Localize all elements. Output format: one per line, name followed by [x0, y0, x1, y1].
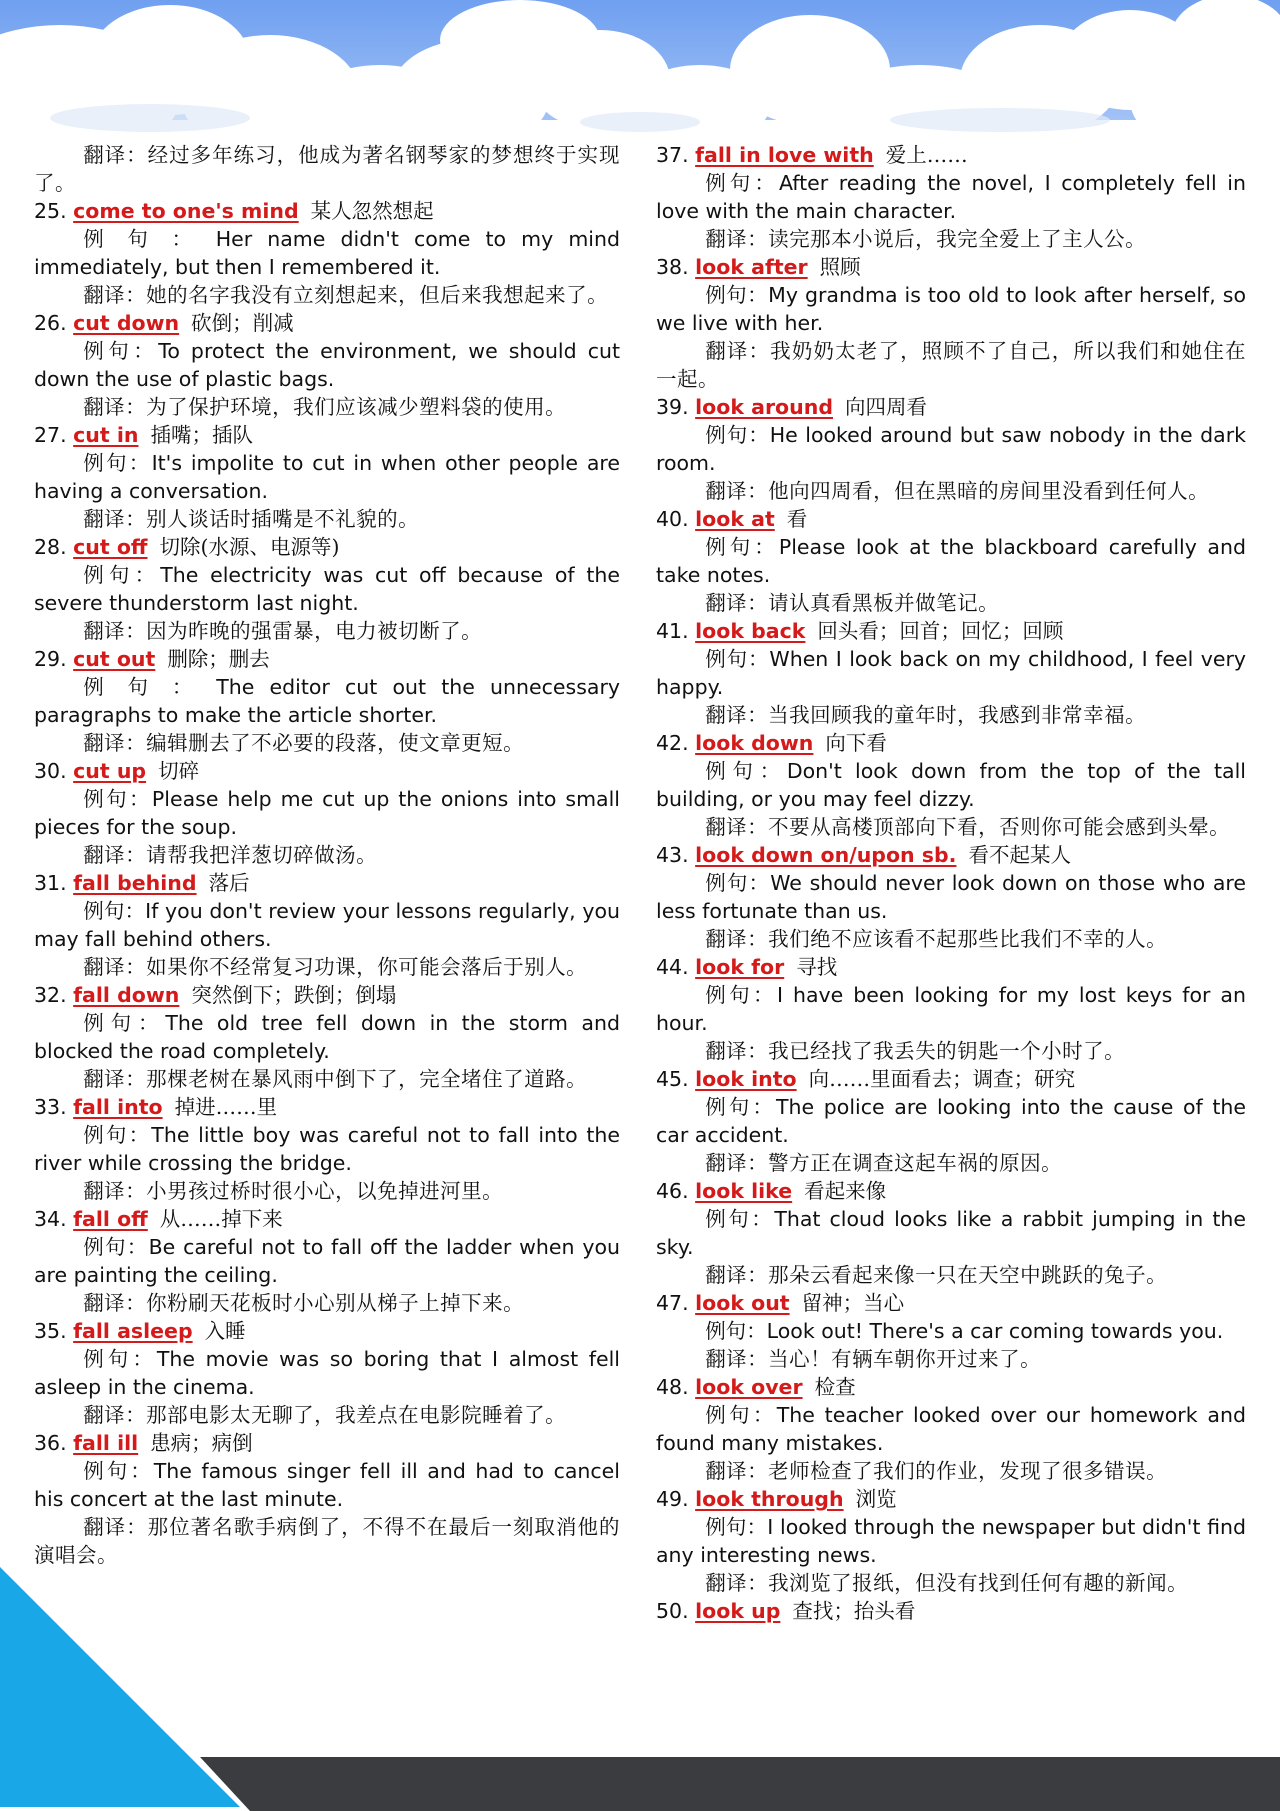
- phrase-entry: [656, 393, 1246, 505]
- entry-number: 47.: [656, 1291, 689, 1315]
- phrase-entry: [656, 1597, 1246, 1625]
- example-sentence: 例句：The famous singer fell ill and had to cancel his concert at the last minute.: [34, 1459, 620, 1511]
- phrase-term: look back: [695, 619, 806, 643]
- example-translation: 翻译：如果你不经常复习功课，你可能会落后于别人。: [83, 955, 588, 979]
- example-translation: 翻译：我已经找了我丢失的钥匙一个小时了。: [705, 1039, 1126, 1063]
- phrase-term: look up: [695, 1599, 781, 1623]
- example-sentence: 例句：The police are looking into the cause of the car accident.: [656, 1095, 1246, 1147]
- right-entry-list: [656, 141, 1246, 1625]
- example-sentence: 例句：Please help me cut up the onions into small pieces for the soup.: [34, 787, 620, 839]
- phrase-meaning: 看起来像: [804, 1179, 887, 1203]
- example-sentence: 例句：My grandma is too old to look after herself, so we live with her.: [656, 283, 1246, 335]
- phrase-meaning: 入睡: [204, 1319, 246, 1343]
- example-translation: 翻译：请帮我把洋葱切碎做汤。: [83, 843, 378, 867]
- example-sentence: 例句：To protect the environment, we should cut down the use of plastic bags.: [34, 339, 620, 391]
- phrase-term: fall into: [73, 1095, 163, 1119]
- phrase-term: look at: [695, 507, 775, 531]
- phrase-entry: [34, 421, 620, 533]
- entry-heading: [656, 1485, 1246, 1513]
- entry-heading: [656, 1289, 1246, 1317]
- phrase-term: look after: [695, 255, 808, 279]
- entry-heading: [656, 393, 1246, 421]
- entry-number: 32.: [34, 983, 67, 1007]
- phrase-meaning: 患病；病倒: [150, 1431, 253, 1455]
- entry-heading: [34, 197, 620, 225]
- entry-number: 31.: [34, 871, 67, 895]
- entry-heading: [34, 1429, 620, 1457]
- phrase-meaning: 切碎: [158, 759, 200, 783]
- example-sentence: 例句：He looked around but saw nobody in the dark room.: [656, 423, 1246, 475]
- phrase-entry: [34, 981, 620, 1093]
- entry-number: 39.: [656, 395, 689, 419]
- example-translation: 翻译：那位著名歌手病倒了，不得不在最后一刻取消他的演唱会。: [34, 1515, 620, 1567]
- sky-cloud-header: [0, 0, 1280, 140]
- entry-number: 35.: [34, 1319, 67, 1343]
- entry-number: 34.: [34, 1207, 67, 1231]
- entry-heading: [34, 869, 620, 897]
- phrase-meaning: 突然倒下；跌倒；倒塌: [191, 983, 397, 1007]
- example-translation: 翻译：我们绝不应该看不起那些比我们不幸的人。: [705, 927, 1168, 951]
- entry-number: 29.: [34, 647, 67, 671]
- phrase-term: come to one's mind: [73, 199, 299, 223]
- example-translation: 翻译：那朵云看起来像一只在天空中跳跃的兔子。: [705, 1263, 1168, 1287]
- phrase-term: look over: [695, 1375, 803, 1399]
- phrase-entry: [656, 729, 1246, 841]
- entry-heading: [34, 421, 620, 449]
- phrase-meaning: 看不起某人: [968, 843, 1071, 867]
- example-sentence: 例句：We should never look down on those who are less fortunate than us.: [656, 871, 1246, 923]
- phrase-term: fall ill: [73, 1431, 139, 1455]
- phrase-term: fall asleep: [73, 1319, 193, 1343]
- example-translation: 翻译：不要从高楼顶部向下看，否则你可能会感到头晕。: [705, 815, 1231, 839]
- example-sentence: 例 句 ： The editor cut out the unnecessary paragraphs to make the article shorter.: [34, 675, 620, 727]
- entry-heading: [34, 645, 620, 673]
- example-translation: 翻译：因为昨晚的强雷暴，电力被切断了。: [83, 619, 483, 643]
- phrase-meaning: 查找；抬头看: [792, 1599, 916, 1623]
- phrase-entry: [34, 645, 620, 757]
- phrase-term: look down on/upon sb.: [695, 843, 957, 867]
- phrase-term: fall in love with: [695, 143, 874, 167]
- example-translation: 翻译：老师检查了我们的作业，发现了很多错误。: [705, 1459, 1168, 1483]
- example-translation: 翻译：请认真看黑板并做笔记。: [705, 591, 1000, 615]
- entry-number: 48.: [656, 1375, 689, 1399]
- phrase-entry: [656, 1177, 1246, 1289]
- entry-heading: [656, 141, 1246, 169]
- entry-heading: [656, 617, 1246, 645]
- phrase-term: cut down: [73, 311, 180, 335]
- example-sentence: 例 句 ： Her name didn't come to my mind immediately, but then I remembered it.: [34, 227, 620, 279]
- phrase-term: fall off: [73, 1207, 148, 1231]
- entry-heading: [34, 981, 620, 1009]
- entry-number: 25.: [34, 199, 67, 223]
- phrase-meaning: 掉进……里: [174, 1095, 278, 1119]
- entry-number: 44.: [656, 955, 689, 979]
- example-translation: 翻译：当我回顾我的童年时，我感到非常幸福。: [705, 703, 1147, 727]
- example-translation: 翻译：你粉刷天花板时小心别从梯子上掉下来。: [83, 1291, 525, 1315]
- phrase-entry: [34, 757, 620, 869]
- phrase-meaning: 看: [786, 507, 808, 531]
- phrase-entry: [34, 309, 620, 421]
- phrase-entry: [34, 1317, 620, 1429]
- entry-heading: [34, 1205, 620, 1233]
- entry-number: 36.: [34, 1431, 67, 1455]
- example-translation: 翻译：读完那本小说后，我完全爱上了主人公。: [705, 227, 1147, 251]
- entry-number: 26.: [34, 311, 67, 335]
- phrase-meaning: 回头看；回首；回忆；回顾: [817, 619, 1064, 643]
- entry-number: 40.: [656, 507, 689, 531]
- example-translation: 翻译：编辑删去了不必要的段落，使文章更短。: [83, 731, 525, 755]
- entry-heading: [656, 729, 1246, 757]
- phrase-entry: [34, 1093, 620, 1205]
- example-sentence: 例句：That cloud looks like a rabbit jumping in the sky.: [656, 1207, 1246, 1259]
- phrase-term: look around: [695, 395, 833, 419]
- phrase-meaning: 删除；删去: [167, 647, 270, 671]
- phrase-meaning: 落后: [208, 871, 250, 895]
- entry-heading: [656, 1177, 1246, 1205]
- phrase-entry: [34, 869, 620, 981]
- phrase-term: look like: [695, 1179, 793, 1203]
- entry-number: 46.: [656, 1179, 689, 1203]
- example-sentence: 例句：Be careful not to fall off the ladder when you are painting the ceiling.: [34, 1235, 620, 1287]
- phrase-meaning: 照顾: [819, 255, 861, 279]
- example-sentence: 例句：The little boy was careful not to fall into the river while crossing the bridge.: [34, 1123, 620, 1175]
- entry-number: 49.: [656, 1487, 689, 1511]
- document-body: [34, 141, 1246, 1711]
- entry-number: 42.: [656, 731, 689, 755]
- phrase-term: look down: [695, 731, 814, 755]
- phrase-entry: [34, 197, 620, 309]
- entry-heading: [656, 841, 1246, 869]
- phrase-meaning: 寻找: [796, 955, 838, 979]
- phrase-entry: [34, 1429, 620, 1569]
- phrase-entry: [34, 1205, 620, 1317]
- left-entry-list: [34, 197, 620, 1569]
- phrase-meaning: 浏览: [855, 1487, 897, 1511]
- phrase-term: look into: [695, 1067, 797, 1091]
- phrase-meaning: 向四周看: [845, 395, 927, 419]
- example-sentence: 例句：Don't look down from the top of the tall building, or you may feel dizzy.: [656, 759, 1246, 811]
- phrase-entry: [656, 1065, 1246, 1177]
- entry-number: 43.: [656, 843, 689, 867]
- entry-number: 33.: [34, 1095, 67, 1119]
- phrase-meaning: 从……掉下来: [159, 1207, 283, 1231]
- entry-heading: [34, 1317, 620, 1345]
- entry-heading: [34, 757, 620, 785]
- example-translation: 翻译：那部电影太无聊了，我差点在电影院睡着了。: [83, 1403, 567, 1427]
- example-sentence: 例句：The teacher looked over our homework and found many mistakes.: [656, 1403, 1246, 1455]
- phrase-entry: [656, 617, 1246, 729]
- example-translation: 翻译：当心！有辆车朝你开过来了。: [705, 1347, 1042, 1371]
- entry-heading: [656, 505, 1246, 533]
- phrase-term: cut up: [73, 759, 147, 783]
- phrase-meaning: 爱上……: [885, 143, 968, 167]
- entry-heading: [656, 1065, 1246, 1093]
- right-column: [656, 141, 1246, 1711]
- left-column: [34, 141, 620, 1711]
- entry-heading: [656, 953, 1246, 981]
- phrase-meaning: 向下看: [825, 731, 887, 755]
- example-translation: 翻译：她的名字我没有立刻想起来，但后来我想起来了。: [83, 283, 609, 307]
- example-translation: 翻译：小男孩过桥时很小心，以免掉进河里。: [83, 1179, 504, 1203]
- example-sentence: 例句：Please look at the blackboard carefully and take notes.: [656, 535, 1246, 587]
- phrase-entry: [656, 1289, 1246, 1373]
- phrase-term: fall behind: [73, 871, 197, 895]
- phrase-term: look for: [695, 955, 785, 979]
- example-sentence: 例句：I looked through the newspaper but didn't find any interesting news.: [656, 1515, 1246, 1567]
- entry-number: 37.: [656, 143, 689, 167]
- entry-number: 41.: [656, 619, 689, 643]
- entry-heading: [34, 533, 620, 561]
- phrase-term: cut off: [73, 535, 148, 559]
- example-sentence: 例句：The old tree fell down in the storm and blocked the road completely.: [34, 1011, 620, 1063]
- example-translation: 翻译：我奶奶太老了，照顾不了自己，所以我们和她住在一起。: [656, 339, 1246, 391]
- example-sentence: 例句：I have been looking for my lost keys for an hour.: [656, 983, 1246, 1035]
- phrase-meaning: 插嘴；插队: [150, 423, 253, 447]
- example-translation: 翻译：那棵老树在暴风雨中倒下了，完全堵住了道路。: [83, 1067, 588, 1091]
- phrase-meaning: 某人忽然想起: [310, 199, 434, 223]
- example-sentence: 例句：If you don't review your lessons regularly, you may fall behind others.: [34, 899, 620, 951]
- footer-bar-decoration: [0, 1757, 1280, 1811]
- phrase-meaning: 砍倒；削减: [191, 311, 294, 335]
- entry-heading: [656, 1597, 1246, 1625]
- intro-translation: 翻译：经过多年练习，他成为著名钢琴家的梦想终于实现了。: [34, 143, 620, 195]
- phrase-entry: [656, 1373, 1246, 1485]
- phrase-entry: [656, 141, 1246, 253]
- phrase-entry: [34, 533, 620, 645]
- example-sentence: 例句：It's impolite to cut in when other people are having a conversation.: [34, 451, 620, 503]
- phrase-term: fall down: [73, 983, 180, 1007]
- phrase-term: cut in: [73, 423, 139, 447]
- example-sentence: 例句：After reading the novel, I completely fell in love with the main character.: [656, 171, 1246, 223]
- entry-number: 50.: [656, 1599, 689, 1623]
- phrase-entry: [656, 953, 1246, 1065]
- phrase-entry: [656, 1485, 1246, 1597]
- phrase-entry: [656, 841, 1246, 953]
- entry-heading: [34, 309, 620, 337]
- phrase-term: look out: [695, 1291, 790, 1315]
- phrase-term: cut out: [73, 647, 156, 671]
- example-sentence: 例句：The electricity was cut off because of the severe thunderstorm last night.: [34, 563, 620, 615]
- entry-heading: [656, 253, 1246, 281]
- phrase-entry: [656, 253, 1246, 393]
- example-sentence: 例句：When I look back on my childhood, I feel very happy.: [656, 647, 1246, 699]
- phrase-meaning: 切除(水源、电源等): [159, 535, 340, 559]
- entry-number: 28.: [34, 535, 67, 559]
- entry-number: 30.: [34, 759, 67, 783]
- example-translation: 翻译：别人谈话时插嘴是不礼貌的。: [83, 507, 420, 531]
- phrase-meaning: 向……里面看去；调查；研究: [808, 1067, 1076, 1091]
- phrase-meaning: 留神；当心: [801, 1291, 905, 1315]
- phrase-meaning: 检查: [814, 1375, 856, 1399]
- phrase-term: look through: [695, 1487, 844, 1511]
- example-translation: 翻译：为了保护环境，我们应该减少塑料袋的使用。: [83, 395, 567, 419]
- entry-number: 45.: [656, 1067, 689, 1091]
- example-translation: 翻译：警方正在调查这起车祸的原因。: [705, 1151, 1063, 1175]
- entry-number: 27.: [34, 423, 67, 447]
- entry-heading: [656, 1373, 1246, 1401]
- phrase-entry: [656, 505, 1246, 617]
- entry-heading: [34, 1093, 620, 1121]
- example-translation: 翻译：我浏览了报纸，但没有找到任何有趣的新闻。: [705, 1571, 1189, 1595]
- entry-number: 38.: [656, 255, 689, 279]
- example-sentence: 例句：The movie was so boring that I almost fell asleep in the cinema.: [34, 1347, 620, 1399]
- example-translation: 翻译：他向四周看，但在黑暗的房间里没看到任何人。: [705, 479, 1210, 503]
- example-sentence: 例句：Look out! There's a car coming towards you.: [705, 1319, 1224, 1343]
